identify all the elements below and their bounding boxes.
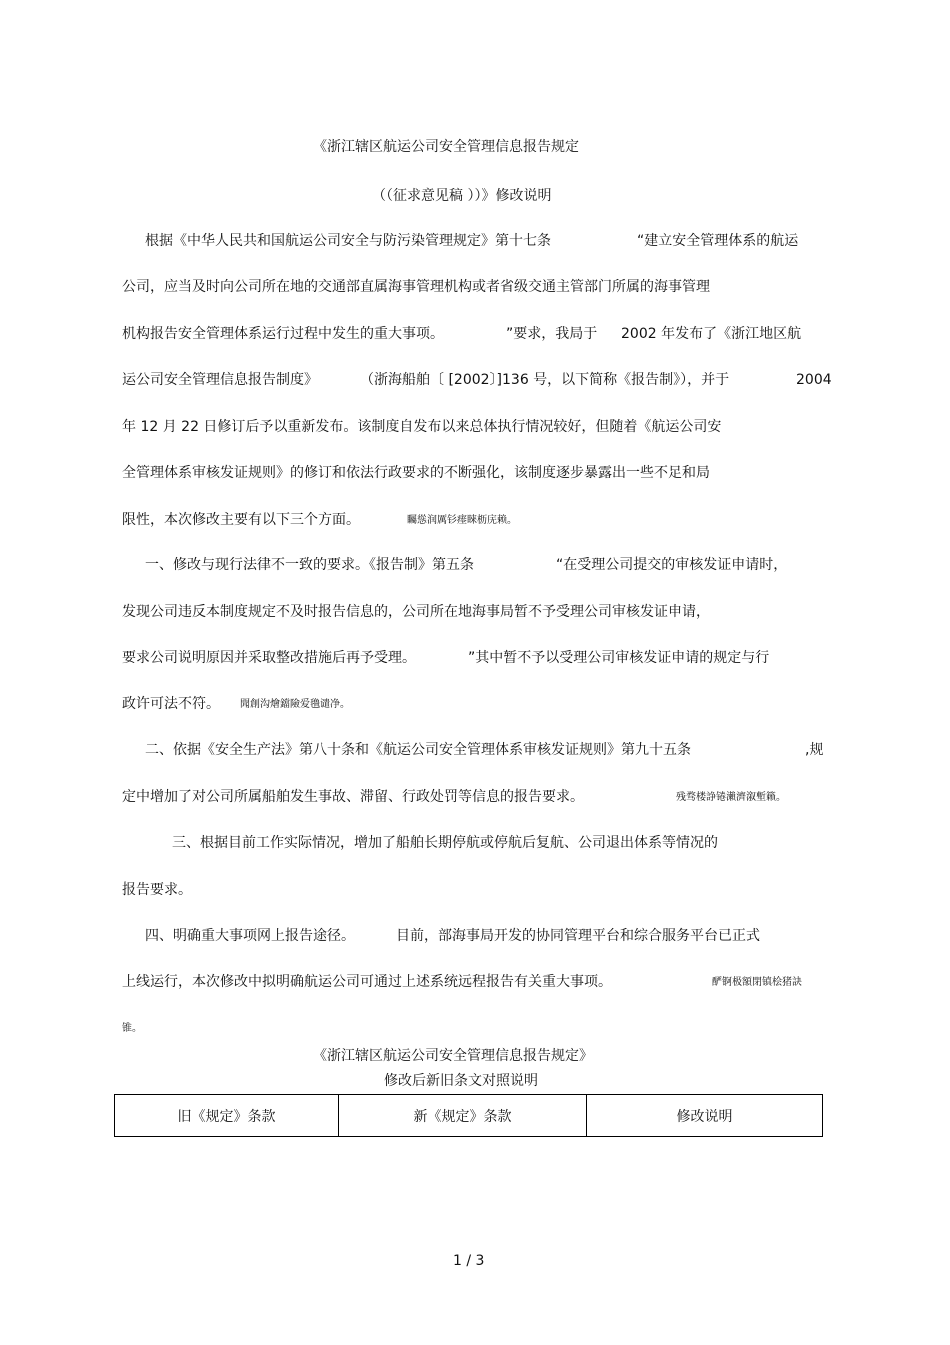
para5-line1b: 目前，部海事局开发的协同管理平台和综合服务平台已正式 — [396, 928, 760, 944]
para5-noise: 酽锕极額閉镇桧猪訣 — [712, 977, 802, 988]
para3-line1a: 二、依据《安全生产法》第八十条和《航运公司安全管理体系审核发证规则》第九十五条 — [145, 742, 691, 758]
page-number: 1 / 3 — [453, 1253, 485, 1269]
para1-line3a: 机构报告安全管理体系运行过程中发生的重大事项。 — [122, 326, 444, 342]
para5-line2: 上线运行，本次修改中拟明确航运公司可通过上述系统远程报告有关重大事项。 — [122, 974, 612, 990]
para1-line2: 公司，应当及时向公司所在地的交通部直属海事管理机构或者省级交通主管部门所属的海事管理 — [122, 279, 710, 295]
comparison-subtitle: 修改后新旧条文对照说明 — [384, 1073, 538, 1089]
doc-title-line1: 《浙江辖区航运公司安全管理信息报告规定 — [313, 139, 579, 155]
para5-line1a: 四、明确重大事项网上报告途径。 — [145, 928, 355, 944]
para1-line4c: 2004 — [796, 372, 832, 388]
para2-line3a: 要求公司说明原因并采取整改措施后再予受理。 — [122, 650, 416, 666]
para3-line1b: ,规 — [805, 742, 824, 758]
para1-line1b: “建立安全管理体系的航运 — [637, 233, 799, 249]
para1-line5: 年 12 月 22 日修订后予以重新发布。该制度自发布以来总体执行情况较好，但随着《航运公司安 — [122, 419, 722, 435]
para2-line1b: “在受理公司提交的审核发证申请时， — [556, 557, 788, 573]
para1-line1a: 根据《中华人民共和国航运公司安全与防污染管理规定》第十七条 — [145, 233, 551, 249]
header-change-note: 修改说明 — [587, 1095, 823, 1137]
para2-line3b: ”其中暂不予以受理公司审核发证申请的规定与行 — [468, 650, 770, 666]
para1-line3c: 2002 年发布了《浙江地区航 — [621, 326, 802, 342]
comparison-title: 《浙江辖区航运公司安全管理信息报告规定》 — [313, 1048, 593, 1064]
para2-line1a: 一、修改与现行法律不一致的要求。《报告制》第五条 — [145, 557, 474, 573]
para1-line6: 全管理体系审核发证规则》的修订和依法行政要求的不断强化，该制度逐步暴露出一些不足和局 — [122, 465, 710, 481]
para1-line7: 限性，本次修改主要有以下三个方面。 — [122, 512, 360, 528]
para2-line4: 政许可法不符。 — [122, 696, 220, 712]
para1-line3b: ”要求，我局于 — [506, 326, 598, 342]
header-old-clause: 旧《规定》条款 — [115, 1095, 339, 1137]
para1-line4a: 运公司安全管理信息报告制度》 — [122, 372, 318, 388]
comparison-table — [114, 1094, 823, 1137]
para1-noise: 矚慫润厲钐瘗睞枥庑赖。 — [407, 515, 517, 526]
para2-noise: 聞創沟燴鐺險爱氇谴净。 — [240, 699, 350, 710]
para2-line2: 发现公司违反本制度规定不及时报告信息的，公司所在地海事局暂不予受理公司审核发证申请， — [122, 604, 710, 620]
para3-line2: 定中增加了对公司所属船舶发生事故、滞留、行政处罚等信息的报告要求。 — [122, 789, 584, 805]
para4-line1: 三、根据目前工作实际情况，增加了船舶长期停航或停航后复航、公司退出体系等情况的 — [172, 835, 718, 851]
table-header-row — [115, 1095, 823, 1137]
para1-line4b: （浙海船舶〔 [2002〕]136 号，以下简称《报告制》），并于 — [360, 372, 730, 388]
para3-noise: 残骛楼諍锩瀨濟溆塹籟。 — [676, 792, 786, 803]
header-new-clause: 新《规定》条款 — [339, 1095, 587, 1137]
para4-line2: 报告要求。 — [122, 882, 192, 898]
para5-noise-wrap: 锥。 — [122, 1023, 142, 1034]
doc-title-line2: （（征求意见稿 ））》修改说明 — [372, 188, 552, 204]
